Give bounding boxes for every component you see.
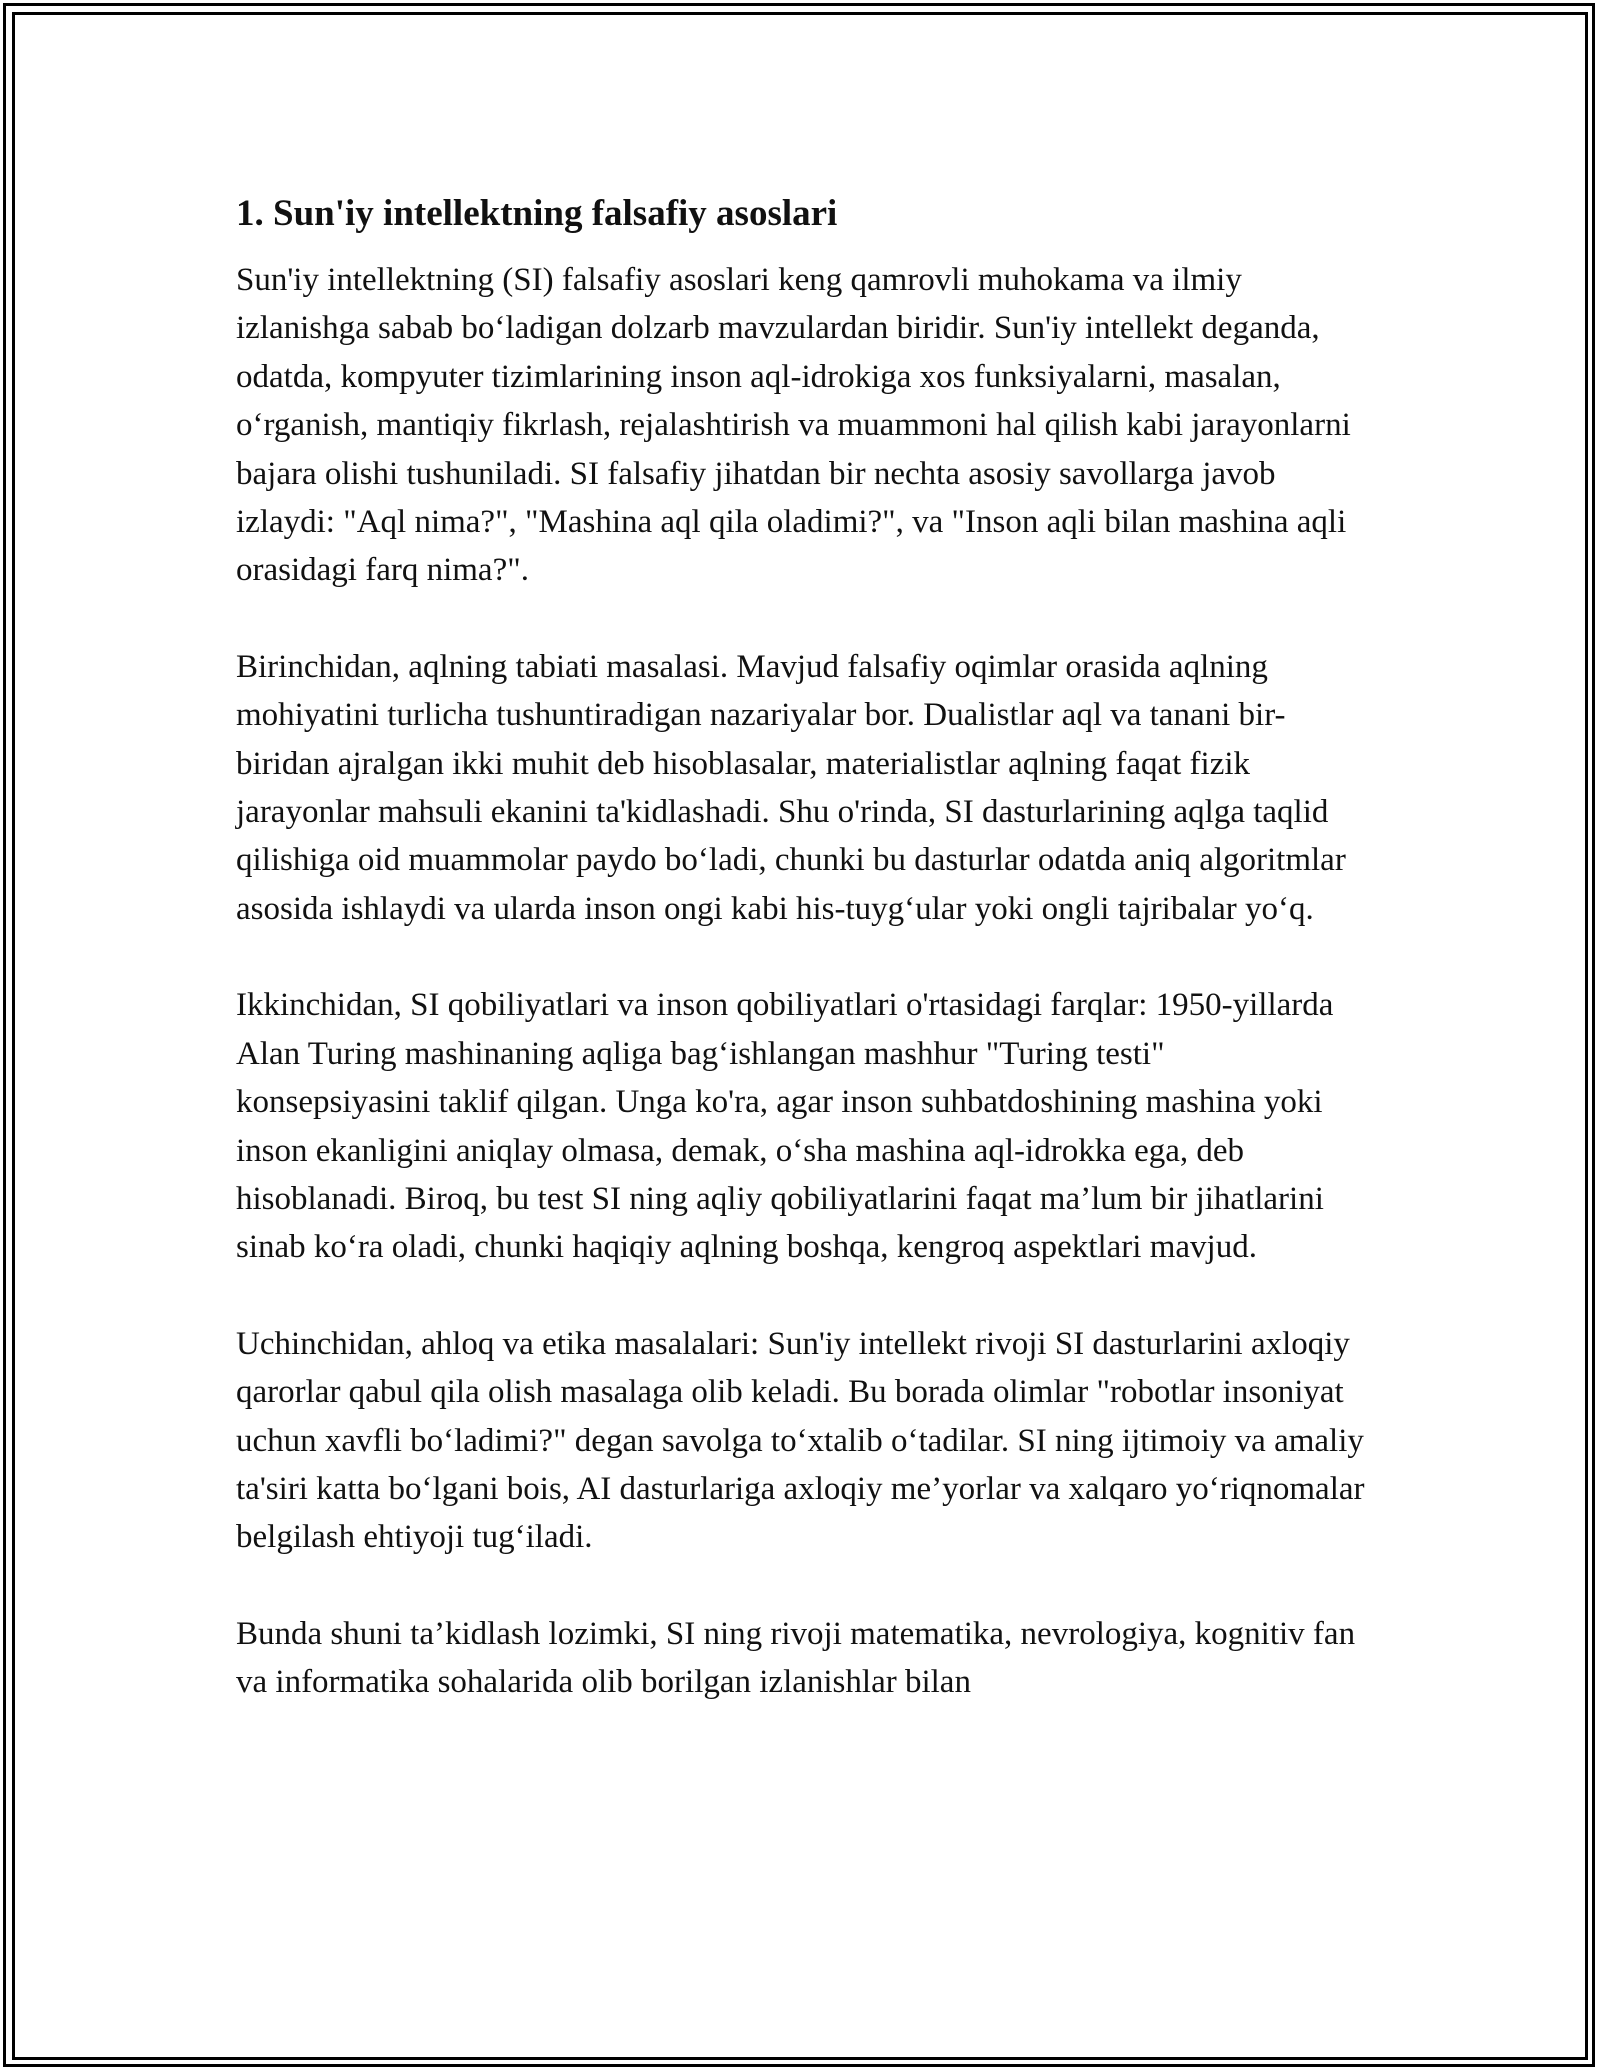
paragraph-third-point: Uchinchidan, ahloq va etika masalalari: Sun'iy intellekt rivoji SI dasturlarini axloqiy qarorlar qabul qila olish masalaga olib keladi. Bu borada olimlar "robotlar insoniyat uchun xavfli bo‘ladimi?" degan savolga to‘xtalib o‘tadilar. SI ning ijtimoiy va amaliy ta'siri katta bo‘lgani bois, AI dasturlariga axloqiy me’yorlar va xalqaro yo‘riqnomalar belgilash ehtiyoji tug‘iladi. <box>236 1325 1365 1556</box>
paragraph-second-point: Ikkinchidan, SI qobiliyatlari va inson qobiliyatlari o'rtasidagi farqlar: 1950-yillarda Alan Turing mashinaning aqliga bag‘ishlangan mashhur "Turing testi" konsepsiyasini taklif qilgan. Unga ko'ra, agar inson suhbatdoshining mashina yoki inson ekanligini aniqlay olmasa, demak, o‘sha mashina aql-idrokka ega, deb hisoblanadi. Biroq, bu test SI ning aqliy qobiliyatlarini faqat ma’lum bir jihatlarini sinab ko‘ra oladi, chunki haqiqiy aqlning boshqa, kengroq aspektlari mavjud. <box>236 987 1334 1266</box>
paragraph-conclusion: Bunda shuni ta’kidlash lozimki, SI ning rivoji matematika, nevrologiya, kognitiv fan va informatika sohalarida olib borilgan izlanishlar bilan <box>236 1615 1356 1701</box>
document-body <box>236 186 1366 1755</box>
section-heading: 1. Sun'iy intellektning falsafiy asoslari <box>236 193 838 234</box>
paragraph-first-point: Birinchidan, aqlning tabiati masalasi. Mavjud falsafiy oqimlar orasida aqlning mohiyatini turlicha tushuntiradigan nazariyalar bor. Dualistlar aql va tanani bir-biridan ajralgan ikki muhit deb hisoblasalar, materialistlar aqlning faqat fizik jarayonlar mahsuli ekanini ta'kidlashadi. Shu o'rinda, SI dasturlarining aqlga taqlid qilishiga oid muammolar paydo bo‘ladi, chunki bu dasturlar odatda aniq algoritmlar asosida ishlaydi va ularda inson ongi kabi his-tuyg‘ular yoki ongli tajribalar yo‘q. <box>236 648 1346 927</box>
paragraph-intro: Sun'iy intellektning (SI) falsafiy asoslari keng qamrovli muhokama va ilmiy izlanishga sabab bo‘ladigan dolzarb mavzulardan biridir. Sun'iy intellekt deganda, odatda, kompyuter tizimlarining inson aql-idrokiga xos funksiyalarni, masalan, o‘rganish, mantiqiy fikrlash, rejalashtirish va muammoni hal qilish kabi jarayonlarni bajara olishi tushuniladi. SI falsafiy jihatdan bir nechta asosiy savollarga javob izlaydi: "Aql nima?", "Mashina aql qila oladimi?", va "Inson aqli bilan mashina aqli orasidagi farq nima?". <box>236 262 1351 589</box>
